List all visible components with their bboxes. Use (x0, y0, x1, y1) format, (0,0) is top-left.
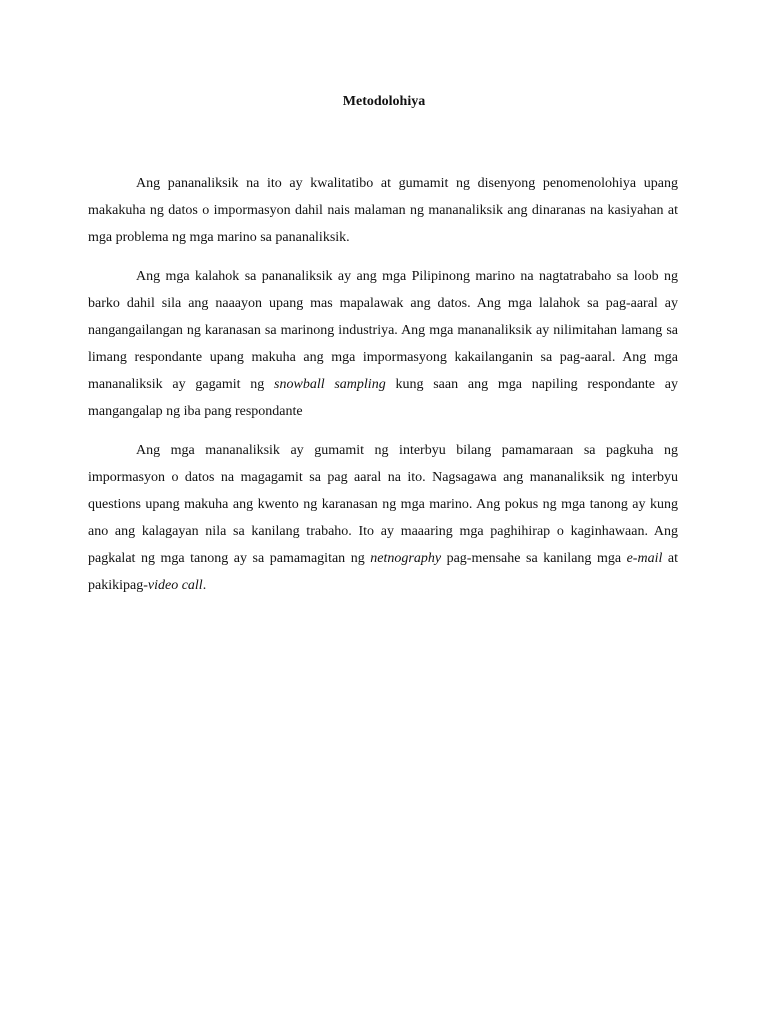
paragraph-2 (88, 263, 678, 425)
paragraph-2-text-end: kung saan ang mga napiling respondante ay mangangalap ng iba pang respondante (88, 377, 678, 419)
document-body (88, 170, 678, 611)
term-e-mail: e-mail (626, 551, 663, 566)
paragraph-3 (88, 437, 678, 599)
paragraph-3-text-mid: pag-mensahe sa kanilang mga (441, 551, 627, 566)
paragraph-3-text: Ang mga mananaliksik ay gumamit ng interbyu bilang pamamaraan sa pagkuha ng impormasyon o datos na magagamit sa pag aaral na ito. Nagsagawa ang mananaliksik ng interbyu questions upang makuha ang kwento ng karanasan ng mga marino. Ang pokus ng mga tanong ay kung ano ang kalagayan nila sa kanilang trabaho. Ito ay maaaring mga paghihirap o kaginhawaan. Ang pagkalat ng mga tanong ay sa pamamagitan ng (88, 443, 678, 566)
term-snowball-sampling: snowball sampling (274, 377, 386, 392)
paragraph-2-text: Ang mga kalahok sa pananaliksik ay ang mga Pilipinong marino na nagtatrabaho sa loob ng barko dahil sila ang naaayon upang mas mapalawak ang datos. Ang mga lalahok sa pag-aaral ay nangangailangan ng karanasan sa marinong industriya. Ang mga mananaliksik ay nilimitahan lamang sa limang respondante upang makuha ang mga impormasyong kakailanganin sa pag-aaral. Ang mga mananaliksik ay gagamit ng (88, 269, 678, 392)
paragraph-1 (88, 170, 678, 251)
term-video-call: video call (147, 578, 203, 593)
page-title: Metodolohiya (342, 94, 426, 109)
paragraph-3-text-mid2: at pakikipag- (88, 551, 679, 593)
term-netnography: netnography (370, 551, 442, 566)
paragraph-1-text: Ang pananaliksik na ito ay kwalitatibo at gumamit ng disenyong penomenolohiya upang makakuha ng datos o impormasyon dahil nais malaman ng mananaliksik ang dinaranas na kasiyahan at mga problema ng mga marino sa pananaliksik. (88, 176, 678, 245)
paragraph-3-text-end: . (202, 578, 207, 593)
